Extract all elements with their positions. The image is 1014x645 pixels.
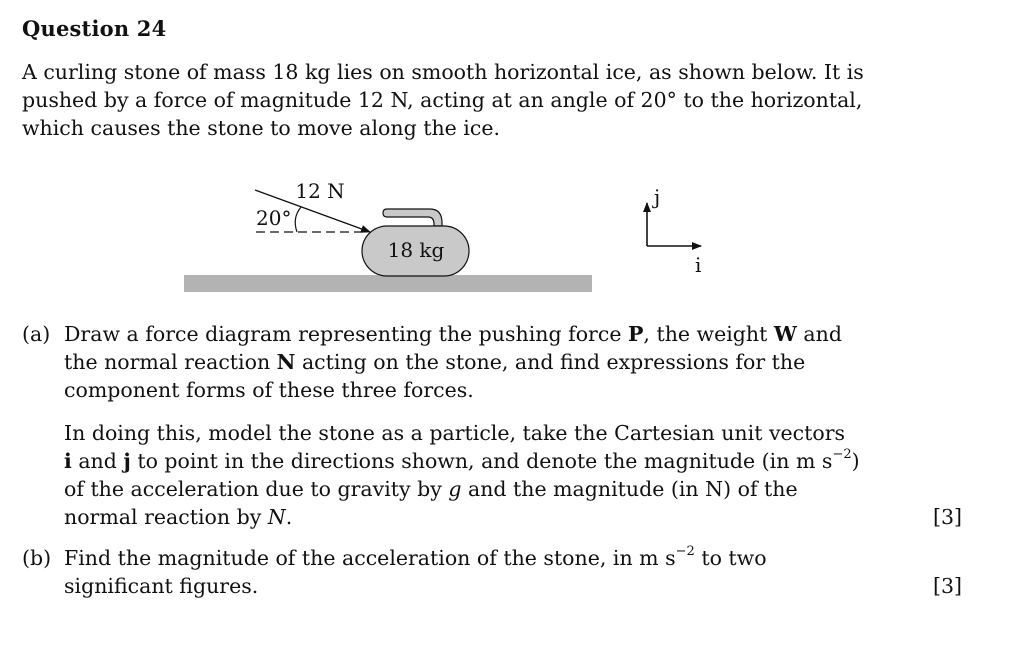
part-a-line-2: the normal reaction N acting on the stone, and find expressions for the	[64, 350, 806, 374]
j-axis-label: j	[654, 185, 661, 209]
part-a-line-7: normal reaction by N.	[64, 505, 293, 529]
diagram-svg	[180, 170, 720, 300]
mass-label: 18 kg	[387, 238, 445, 262]
part-a-label: (a)	[22, 322, 51, 346]
part-a-line-4: In doing this, model the stone as a particle, take the Cartesian unit vectors	[64, 421, 846, 445]
curling-stone-diagram	[180, 170, 720, 304]
part-b-label: (b)	[22, 546, 52, 570]
angle-label: 20°	[256, 206, 292, 230]
part-b-marks: [3]	[932, 574, 962, 598]
intro-line-2: pushed by a force of magnitude 12 N, acting at an angle of 20° to the horizontal,	[22, 88, 863, 112]
part-a-line-1: Draw a force diagram representing the pushing force P, the weight W and	[64, 322, 842, 346]
part-a-line-3: component forms of these three forces.	[64, 378, 474, 402]
stone-handle	[383, 209, 442, 226]
force-label: 12 N	[295, 179, 345, 203]
part-a-line-6: of the acceleration due to gravity by g and the magnitude (in N) of the	[64, 477, 798, 501]
question-title: Question 24	[22, 16, 167, 41]
part-b-line-2: significant figures.	[64, 574, 259, 598]
part-b-paragraph	[64, 544, 904, 600]
question-intro	[22, 58, 902, 142]
intro-line-1: A curling stone of mass 18 kg lies on smooth horizontal ice, as shown below. It is	[22, 60, 864, 84]
angle-arc	[295, 207, 301, 232]
part-a-paragraph-1	[64, 320, 904, 404]
ice-surface	[184, 275, 592, 292]
part-a-marks: [3]	[932, 505, 962, 529]
i-axis-label: i	[695, 253, 702, 277]
part-a-line-5: i and j to point in the directions shown, and denote the magnitude (in m $s^{-2}$)	[64, 447, 860, 473]
part-b-line-1: Find the magnitude of the acceleration of the stone, in m $s^{-2}$ to two	[64, 544, 767, 570]
part-a-paragraph-2	[64, 419, 904, 531]
intro-line-3: which causes the stone to move along the ice.	[22, 116, 500, 140]
